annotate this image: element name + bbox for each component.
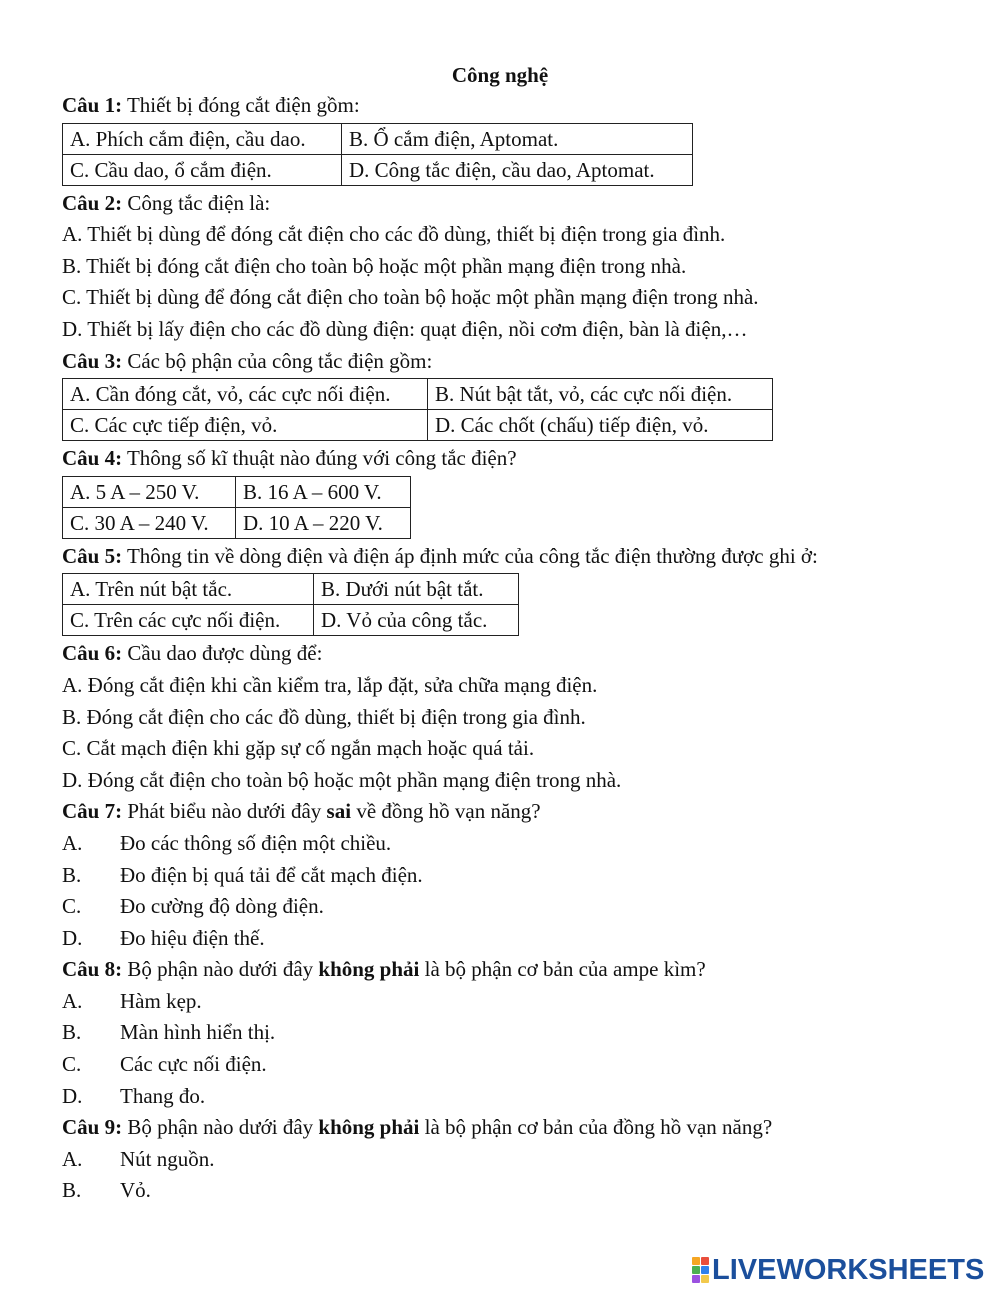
question-3 [62, 346, 962, 378]
option-a[interactable]: A. Đóng cắt điện khi cần kiểm tra, lắp đặt, sửa chữa mạng điện. [62, 672, 598, 697]
option-d[interactable]: D. Công tắc điện, cầu dao, Aptomat. [342, 154, 693, 185]
option-b[interactable]: B. Thiết bị đóng cắt điện cho toàn bộ hoặc một phần mạng điện trong nhà. [62, 253, 687, 278]
question-text: về đồng hồ vạn năng? [351, 799, 541, 824]
question-text: Bộ phận nào dưới đây [122, 957, 319, 982]
question-4 [62, 443, 962, 475]
question-text: là bộ phận cơ bản của ampe kìm? [419, 957, 706, 982]
option-letter: C. [62, 894, 82, 919]
option-text: Đo hiệu điện thế. [120, 925, 265, 950]
option-a[interactable]: A. Thiết bị dùng để đóng cắt điện cho các đồ dùng, thiết bị điện trong gia đình. [62, 222, 726, 247]
question-text: Thông số kĩ thuật nào đúng với công tắc điện? [122, 446, 517, 471]
option-a[interactable] [62, 828, 962, 860]
option-text: Đo các thông số điện một chiều. [120, 830, 392, 855]
page-title: Công nghệ [451, 63, 549, 87]
question-label: Câu 1: [62, 93, 123, 117]
option-text: Màn hình hiển thị. [120, 1020, 276, 1045]
logo-tile [692, 1275, 700, 1283]
option-letter: B. [62, 1178, 82, 1203]
option-c[interactable] [62, 891, 962, 923]
question-text: Thông tin về dòng điện và điện áp định mức của công tắc điện thường được ghi ở: [122, 543, 818, 568]
option-letter: C. [62, 1052, 82, 1077]
option-d[interactable] [62, 1081, 962, 1113]
logo-tile [692, 1257, 700, 1265]
question-text: Bộ phận nào dưới đây [122, 1115, 319, 1140]
option-a[interactable] [62, 1144, 962, 1176]
option-d[interactable]: D. 10 A – 220 V. [236, 507, 411, 538]
option-b[interactable]: B. Ổ cắm điện, Aptomat. [342, 123, 693, 154]
option-letter: A. [62, 830, 83, 855]
question-5-options [62, 573, 519, 636]
question-label: Câu 5: [62, 543, 123, 568]
question-text: Phát biểu nào dưới đây [122, 799, 327, 824]
option-b[interactable]: B. Đóng cắt điện cho các đồ dùng, thiết bị điện trong gia đình. [62, 704, 586, 729]
option-letter: A. [62, 1146, 83, 1171]
question-6 [62, 638, 962, 670]
option-text: Nút nguồn. [120, 1146, 215, 1171]
option-text: Đo điện bị quá tải để cắt mạch điện. [120, 862, 423, 887]
logo-tile [701, 1275, 709, 1283]
question-label: Câu 7: [62, 799, 123, 824]
option-text: Vỏ. [120, 1178, 151, 1203]
question-9 [62, 1112, 962, 1144]
option-b[interactable] [62, 1017, 962, 1049]
option-text: Các cực nối điện. [120, 1052, 267, 1077]
option-c[interactable]: C. Thiết bị dùng để đóng cắt điện cho toàn bộ hoặc một phần mạng điện trong nhà. [62, 285, 759, 310]
option-text: Thang đo. [120, 1083, 206, 1108]
logo-tile [701, 1266, 709, 1274]
option-text: Hàm kẹp. [120, 988, 202, 1013]
option-d[interactable]: D. Vỏ của công tắc. [314, 605, 519, 636]
liveworksheets-logo[interactable] [692, 1254, 984, 1286]
option-c[interactable]: C. Cắt mạch điện khi gặp sự cố ngắn mạch hoặc quá tải. [62, 736, 535, 761]
logo-tile [701, 1257, 709, 1265]
question-label: Câu 9: [62, 1115, 123, 1140]
question-label: Câu 4: [62, 446, 123, 471]
option-letter: D. [62, 1083, 83, 1108]
question-emphasis: sai [326, 799, 352, 824]
option-d[interactable]: D. Thiết bị lấy điện cho các đồ dùng điện: quạt điện, nồi cơm điện, bàn là điện,… [62, 316, 748, 341]
question-1-options [62, 123, 693, 186]
option-b[interactable] [62, 860, 962, 892]
question-1 [62, 90, 962, 122]
option-letter: B. [62, 862, 82, 887]
option-d[interactable]: D. Đóng cắt điện cho toàn bộ hoặc một phần mạng điện trong nhà. [62, 767, 622, 792]
option-b[interactable]: B. Dưới nút bật tắt. [314, 574, 519, 605]
question-5 [62, 541, 962, 573]
question-text: Thiết bị đóng cắt điện gồm: [122, 93, 360, 117]
option-letter: A. [62, 988, 83, 1013]
question-label: Câu 2: [62, 190, 123, 215]
option-a[interactable] [62, 986, 962, 1018]
question-8 [62, 954, 962, 986]
option-b[interactable] [62, 1175, 962, 1207]
option-c[interactable]: C. Các cực tiếp điện, vỏ. [63, 410, 428, 441]
option-d[interactable]: D. Các chốt (chấu) tiếp điện, vỏ. [428, 410, 773, 441]
question-emphasis: không phải [318, 957, 420, 982]
question-4-options [62, 476, 411, 539]
option-c[interactable] [62, 1049, 962, 1081]
question-7 [62, 796, 962, 828]
option-c[interactable]: C. Cầu dao, ổ cắm điện. [63, 154, 342, 185]
question-3-options [62, 378, 773, 441]
question-2 [62, 188, 962, 220]
liveworksheets-logo-icon [692, 1257, 709, 1283]
option-a[interactable]: A. 5 A – 250 V. [63, 476, 236, 507]
question-text: là bộ phận cơ bản của đồng hồ vạn năng? [419, 1115, 773, 1140]
option-c[interactable]: C. 30 A – 240 V. [63, 507, 236, 538]
option-d[interactable] [62, 923, 962, 955]
question-label: Câu 6: [62, 641, 123, 666]
question-emphasis: không phải [318, 1115, 420, 1140]
option-c[interactable]: C. Trên các cực nối điện. [63, 605, 314, 636]
option-a[interactable]: A. Trên nút bật tắc. [63, 574, 314, 605]
option-a[interactable]: A. Phích cắm điện, cầu dao. [63, 123, 342, 154]
option-a[interactable]: A. Cần đóng cắt, vỏ, các cực nối điện. [63, 379, 428, 410]
question-text: Các bộ phận của công tắc điện gồm: [122, 348, 433, 373]
option-letter: B. [62, 1020, 82, 1045]
question-label: Câu 8: [62, 957, 123, 982]
question-text: Cầu dao được dùng để: [122, 641, 323, 666]
question-text: Công tắc điện là: [122, 190, 271, 215]
option-b[interactable]: B. Nút bật tắt, vỏ, các cực nối điện. [428, 379, 773, 410]
option-letter: D. [62, 925, 83, 950]
logo-text: LIVEWORKSHEETS [712, 1253, 985, 1286]
worksheet [62, 60, 962, 1207]
logo-tile [692, 1266, 700, 1274]
question-label: Câu 3: [62, 348, 123, 373]
option-b[interactable]: B. 16 A – 600 V. [236, 476, 411, 507]
option-text: Đo cường độ dòng điện. [120, 894, 324, 919]
